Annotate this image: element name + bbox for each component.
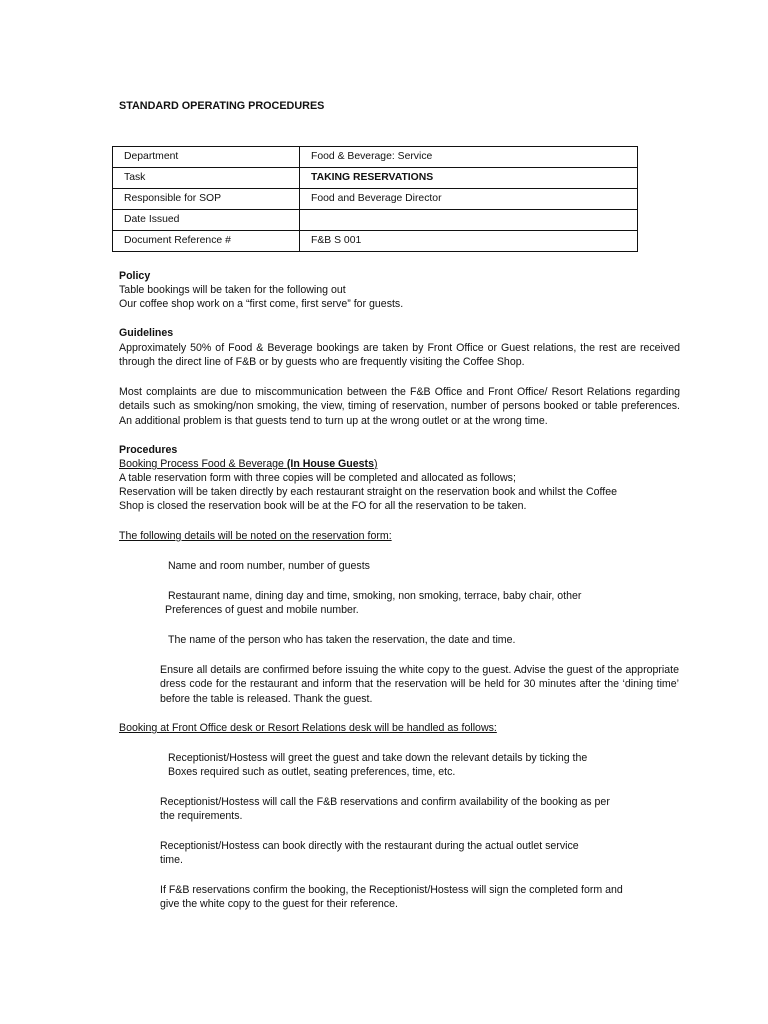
policy-line: Table bookings will be taken for the following out — [119, 284, 346, 296]
table-label: Document Reference # — [113, 231, 300, 252]
front-office-item: If F&B reservations confirm the booking, the Receptionist/Hostess will sign the completed form and — [160, 884, 623, 896]
procedure-line: A table reservation form with three copies will be completed and allocated as follows; — [119, 472, 516, 484]
table-value: Food & Beverage: Service — [300, 147, 638, 168]
sop-info-table — [112, 146, 638, 252]
confirm-paragraph: Ensure all details are confirmed before issuing the white copy to the guest. Advise the guest of the appropriate dress code for the restaurant and inform that the reservation will be held for 30 minutes after the ‘dining time’ before the table is released. Thank the guest. — [160, 664, 679, 705]
procedures-heading: Procedures — [119, 444, 178, 456]
procedure-line: Reservation will be taken directly by each restaurant straight on the reservation book and whilst the Coffee — [119, 486, 617, 498]
detail-item: Restaurant name, dining day and time, smoking, non smoking, terrace, baby chair, other — [168, 590, 582, 602]
front-office-item: time. — [160, 854, 183, 866]
guidelines-heading: Guidelines — [119, 327, 174, 339]
table-row — [113, 231, 638, 252]
subheading-text: Booking Process Food & Beverage — [119, 458, 287, 470]
table-row — [113, 168, 638, 189]
booking-process-subheading — [119, 457, 378, 471]
front-office-subheading: Booking at Front Office desk or Resort Relations desk will be handled as follows: — [119, 722, 497, 734]
table-label: Responsible for SOP — [113, 189, 300, 210]
table-row — [113, 210, 638, 231]
table-label: Task — [113, 168, 300, 189]
table-label: Department — [113, 147, 300, 168]
detail-item: Name and room number, number of guests — [168, 560, 370, 572]
table-label: Date Issued — [113, 210, 300, 231]
front-office-item: give the white copy to the guest for their reference. — [160, 898, 398, 910]
front-office-item: Receptionist/Hostess can book directly with the restaurant during the actual outlet service — [160, 840, 579, 852]
guidelines-paragraph: Approximately 50% of Food & Beverage bookings are taken by Front Office or Guest relations, the rest are received through the direct line of F&B or by guests who are frequently visiting the Coffee Shop. — [119, 342, 680, 369]
table-value: TAKING RESERVATIONS — [300, 168, 638, 189]
table-row — [113, 189, 638, 210]
policy-heading: Policy — [119, 270, 151, 282]
front-office-item: Receptionist/Hostess will call the F&B reservations and confirm availability of the booking as per — [160, 796, 610, 808]
front-office-item: Receptionist/Hostess will greet the guest and take down the relevant details by ticking the — [168, 752, 588, 764]
policy-line: Our coffee shop work on a “first come, first serve” for guests. — [119, 298, 404, 310]
front-office-item: Boxes required such as outlet, seating preferences, time, etc. — [168, 766, 456, 778]
subheading-bold-text: (In House Guests — [286, 458, 374, 470]
document-title: STANDARD OPERATING PROCEDURES — [119, 100, 325, 112]
procedure-line: Shop is closed the reservation book will be at the FO for all the reservation to be taken. — [119, 500, 527, 512]
table-value — [300, 210, 638, 231]
details-subheading: The following details will be noted on the reservation form: — [119, 530, 392, 542]
detail-item: The name of the person who has taken the reservation, the date and time. — [168, 634, 516, 646]
table-row — [113, 147, 638, 168]
subheading-text: ) — [373, 458, 378, 470]
table-value: F&B S 001 — [300, 231, 638, 252]
front-office-item: the requirements. — [160, 810, 243, 822]
table-value: Food and Beverage Director — [300, 189, 638, 210]
guidelines-paragraph: Most complaints are due to miscommunication between the F&B Office and Front Office/ Resort Relations regarding details such as smoking/non smoking, the view, timing of reservation, number of persons booked or table preferences. An additional problem is that guests tend to turn up at the wrong outlet or at the wrong time. — [119, 386, 680, 427]
detail-item: Preferences of guest and mobile number. — [165, 604, 359, 616]
